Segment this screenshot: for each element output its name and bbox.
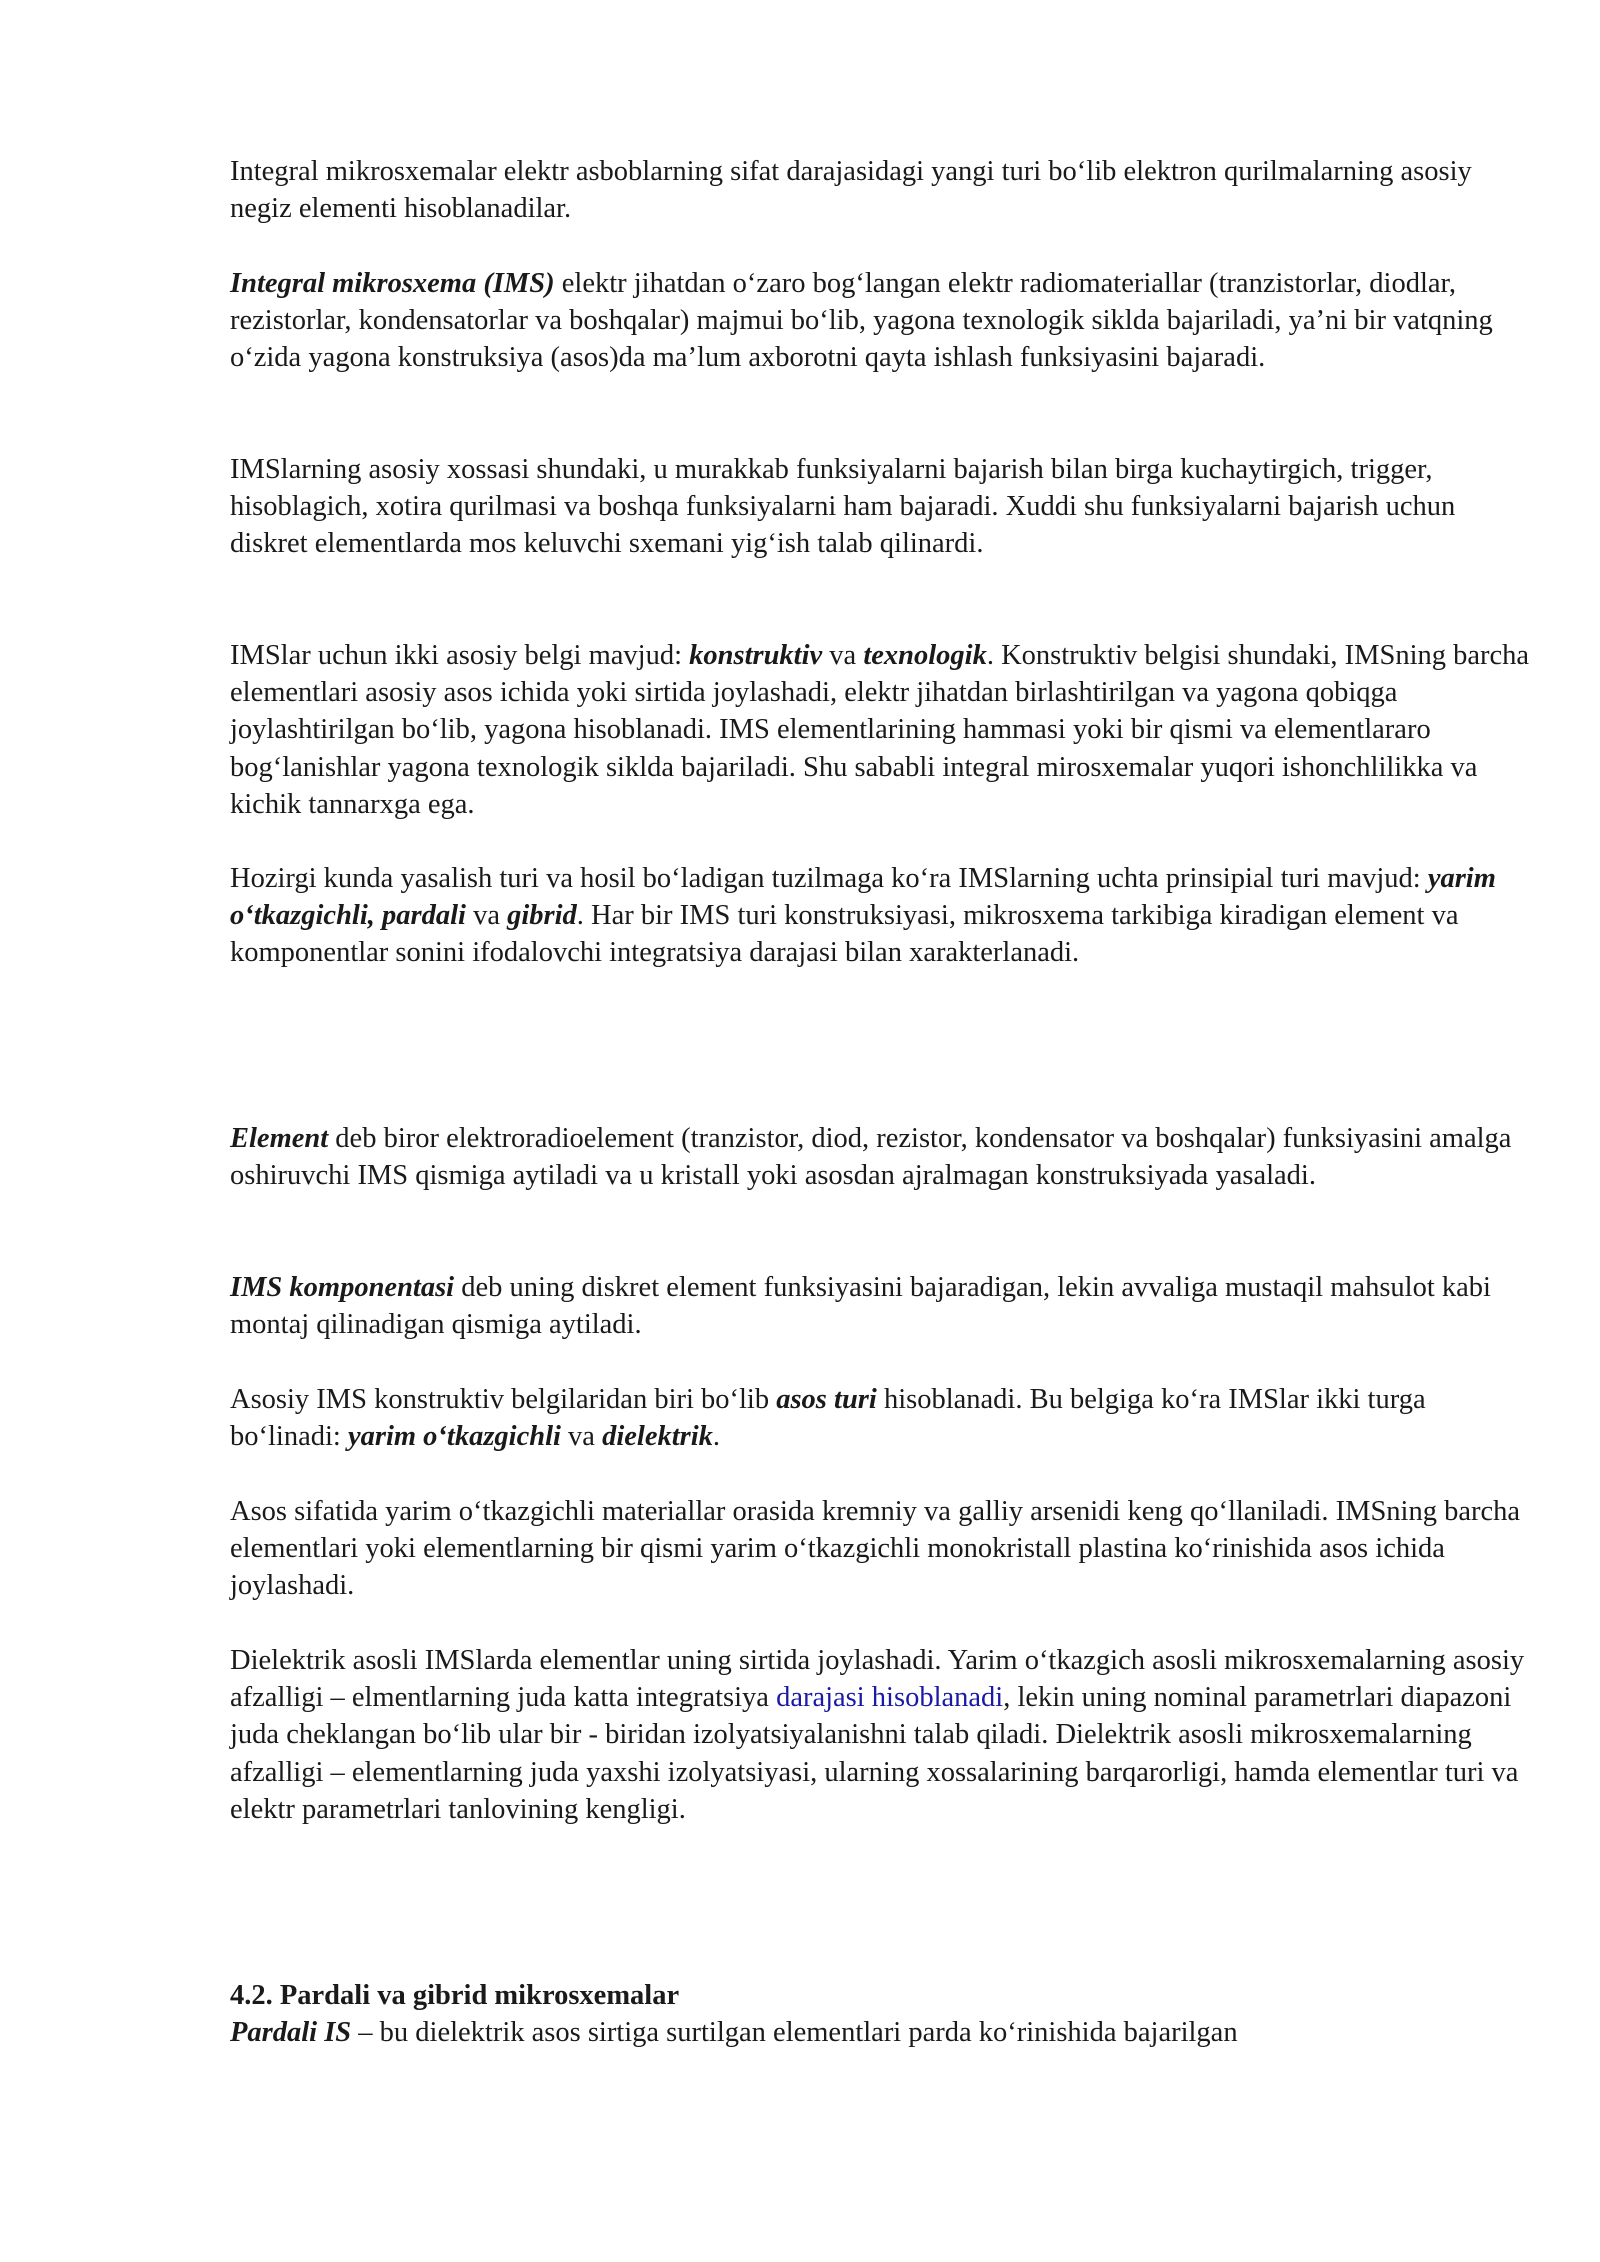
darajasi-link[interactable]: darajasi hisoblanadi [776, 1682, 1004, 1714]
paragraph-ims-signs-text-1: IMSlar uchun ikki asosiy belgi mavjud: [230, 640, 690, 671]
paragraph-ims-signs [230, 637, 1530, 823]
paragraph-pardali-is [230, 2014, 1530, 2051]
paragraph-asos-turi-text-3: va [560, 1421, 603, 1453]
term-yarim-otkazgichli: yarim o‘tkazgichli [347, 1421, 561, 1453]
term-ims: Integral mikrosxema (IMS) [230, 268, 555, 299]
paragraph-ims-component [230, 1269, 1530, 1343]
term-asos-turi: asos turi [776, 1384, 877, 1415]
term-pardali-is: Pardali IS [230, 2017, 352, 2048]
paragraph-ims-types-text-3: . Har bir IMS turi konstruksiyasi, mikrosxema tarkibiga kiradigan element va komponentlar sonini ifodalovchi integratsiya darajasi bilan xarakterlanadi. [230, 900, 1459, 969]
paragraph-ims-property-text: IMSlarning asosiy xossasi shundaki, u murakkab funksiyalarni bajarish bilan birga kuchaytirgich, trigger, hisoblagich, xotira qurilmasi va boshqa funksiyalarni ham bajaradi. Xuddi shu funksiyalarni bajarish uchun diskret elementlarda mos keluvchi sxemani yig‘ish talab qilinardi. [230, 454, 1456, 560]
term-konstruktiv: konstruktiv [689, 640, 823, 671]
paragraph-dielektrik-text-2: , lekin uning nominal parametrlari diapazoni juda cheklangan bo‘lib ular bir - biridan izolyatsiyalanishni talab qiladi. Dielektrik asosli mikrosxemalarning afzalligi – elementlarning juda yaxshi izolyatsiyasi, ularning xossalarining barqarorligi, hamda elementlar turi va elektr parametrlari tanlovining kengligi. [230, 1682, 1519, 1825]
paragraph-asos-turi-text-1: Asosiy IMS konstruktiv belgilaridan biri bo‘lib [230, 1384, 777, 1415]
paragraph-dielektrik [230, 1642, 1530, 1828]
paragraph-asos-turi-text-4: . [712, 1421, 721, 1453]
paragraph-ims-definition-text: elektr jihatdan o‘zaro bog‘langan elektr radiomateriallar (tranzistorlar, diodlar, rezistorlar, kondensatorlar va boshqalar) majmui bo‘lib, yagona texnologik siklda bajariladi, ya’ni bir vatqning o‘zida yagona konstruksiya (asos)da ma’lum axborotni qayta ishlash funksiyasini bajaradi. [230, 268, 1493, 374]
paragraph-dielektrik-text-1: Dielektrik asosli IMSlarda elementlar uning sirtida joylashadi. Yarim o‘tkazgich asosli mikrosxemalarning asosiy afzalligi – elmentlarning juda katta integratsiya [230, 1645, 1525, 1714]
term-ims-komponentasi: IMS komponentasi [230, 1272, 455, 1303]
paragraph-pardali-is-text: – bu dielektrik asos sirtiga surtilgan elementlari parda ko‘rinishida bajarilgan [351, 2017, 1238, 2048]
term-element: Element [230, 1123, 329, 1154]
paragraph-ims-signs-text-3: . Konstruktiv belgisi shundaki, IMSning barcha elementlari asosiy asos ichida yoki sirtida joylashadi, elektr jihatdan birlashtirilgan va yagona qobiqga joylashtirilgan bo‘lib, yagona hisoblanadi. IMS elementlarining hammasi yoki bir qismi va elementlararo bog‘lanishlar yagona texnologik siklda bajariladi. Shu sababli integral mirosxemalar yuqori ishonchlilikka va kichik tannarxga ega. [230, 640, 1530, 820]
paragraph-ims-types-text-2: va [465, 900, 508, 932]
paragraph-element [230, 1120, 1530, 1194]
paragraph-ims-types-text-1: Hozirgi kunda yasalish turi va hosil bo‘ladigan tuzilmaga ko‘ra IMSlarning uchta prinsipial turi mavjud: [230, 863, 1428, 894]
paragraph-intro [230, 153, 1530, 227]
paragraph-element-text: deb biror elektroradioelement (tranzistor, diod, rezistor, kondensator va boshqalar) funksiyasini amalga oshiruvchi IMS qismiga aytiladi va u kristall yoki asosdan ajralmagan konstruksiyada yasaladi. [230, 1123, 1512, 1192]
paragraph-ims-signs-text-2: va [822, 640, 864, 671]
paragraph-ims-property [230, 451, 1530, 563]
term-yarim-pardali: yarim o‘tkazgichli, pardali [230, 863, 1496, 932]
paragraph-ims-definition [230, 265, 1530, 377]
section-heading: 4.2. Pardali va gibrid mikrosxemalar [230, 1980, 680, 2011]
paragraph-intro-text: Integral mikrosxemalar elektr asboblarning sifat darajasidagi yangi turi bo‘lib elektron qurilmalarning asosiy negiz elementi hisoblanadilar. [230, 156, 1472, 225]
paragraph-asos-materials [230, 1493, 1530, 1605]
paragraph-asos-turi-text-2: hisoblanadi. Bu belgiga ko‘ra IMSlar ikki turga bo‘linadi: [230, 1384, 1426, 1453]
term-texnologik: texnologik [863, 640, 987, 671]
paragraph-asos-turi [230, 1381, 1530, 1455]
paragraph-asos-materials-text: Asos sifatida yarim o‘tkazgichli materiallar orasida kremniy va galliy arsenidi keng qo‘llaniladi. IMSning barcha elementlari yoki elementlarning bir qismi yarim o‘tkazgichli monokristall plastina ko‘rinishida asos ichida joylashadi. [230, 1496, 1521, 1602]
term-dielektrik: dielektrik [602, 1421, 713, 1453]
term-gibrid: gibrid [507, 900, 577, 932]
paragraph-ims-types [230, 860, 1530, 972]
paragraph-ims-component-text: deb uning diskret element funksiyasini bajaradigan, lekin avvaliga mustaqil mahsulot kabi montaj qilinadigan qismiga aytiladi. [230, 1272, 1491, 1341]
